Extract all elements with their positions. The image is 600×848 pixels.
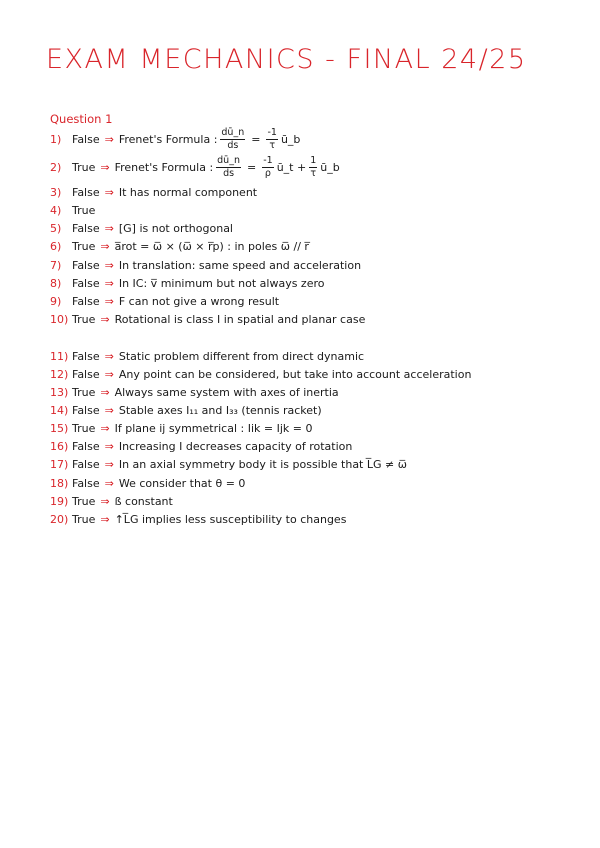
implies-arrow: ⇒ (104, 258, 114, 272)
implies-arrow: ⇒ (104, 294, 114, 308)
answer-verdict: False (72, 258, 100, 272)
answer-verdict: False (72, 457, 100, 471)
answer-row (50, 274, 325, 292)
answer-verdict: False (72, 349, 100, 363)
answer-verdict: True (72, 385, 96, 399)
answer-number: 10) (50, 312, 69, 326)
answer-number: 19) (50, 494, 69, 508)
answer-row (50, 492, 173, 510)
answer-number: 20) (50, 512, 69, 526)
answer-verdict: True (72, 312, 96, 326)
answer-row (50, 219, 233, 237)
answer-number: 11) (50, 349, 69, 363)
fraction-denominator: ds (223, 167, 235, 179)
answer-verdict: False (72, 294, 100, 308)
answer-verdict: False (72, 185, 100, 199)
answer-text: In IC: v̅ minimum but not always zero (118, 276, 325, 290)
answer-row (50, 127, 301, 151)
answer-number: 1) (50, 132, 62, 146)
answer-text: Any point can be considered, but take into account acceleration (118, 367, 472, 381)
formula-fraction (266, 128, 277, 150)
implies-arrow: ⇒ (100, 312, 110, 326)
answer-verdict: True (72, 512, 96, 526)
answer-text: If plane ij symmetrical : Iik = Ijk = 0 (114, 421, 313, 435)
implies-arrow: ⇒ (104, 221, 114, 235)
answer-row (50, 474, 245, 492)
implies-arrow: ⇒ (100, 385, 110, 399)
fraction-numerator: -1 (267, 127, 277, 138)
answer-row (50, 365, 471, 383)
answer-verdict: False (72, 476, 100, 490)
answer-verdict: False (72, 221, 100, 235)
answer-row (50, 455, 407, 473)
equals-sign: = (251, 132, 261, 146)
formula-term: ū_b (320, 160, 340, 174)
answer-row (50, 201, 105, 219)
answer-text: In an axial symmetry body it is possible that L̅G ≠ ω̅ (118, 457, 407, 471)
formula-fraction (309, 156, 317, 178)
fraction-numerator: 1 (310, 155, 317, 166)
formula-term: ū_b (280, 132, 301, 146)
answer-number: 18) (50, 476, 69, 490)
answer-verdict: True (72, 239, 96, 253)
answer-text: ß constant (114, 494, 173, 508)
answer-number: 8) (50, 276, 62, 290)
answer-text: We consider that θ = 0 (118, 476, 246, 490)
answer-text: It has normal component (118, 185, 258, 199)
implies-arrow: ⇒ (100, 239, 110, 253)
fraction-denominator: τ (310, 167, 317, 179)
answer-number: 16) (50, 439, 69, 453)
formula-fraction (216, 156, 241, 178)
answer-row (50, 383, 339, 401)
fraction-numerator: dū_n (221, 127, 245, 138)
answer-row (50, 419, 312, 437)
answer-number: 13) (50, 385, 69, 399)
implies-arrow: ⇒ (100, 512, 110, 526)
answer-text: Always same system with axes of inertia (114, 385, 339, 399)
answer-verdict: False (72, 132, 100, 146)
answer-number: 15) (50, 421, 69, 435)
answer-text: Increasing I decreases capacity of rotation (118, 439, 353, 453)
answer-verdict: False (72, 403, 100, 417)
answer-text: Frenet's Formula : (118, 132, 218, 146)
answer-number: 3) (50, 185, 62, 199)
answer-row (50, 437, 352, 455)
answer-number: 2) (50, 160, 62, 174)
answer-verdict: True (72, 203, 96, 217)
fraction-denominator: τ (269, 139, 276, 151)
answer-number: 6) (50, 239, 62, 253)
section-heading: Question 1 (50, 112, 113, 126)
answer-row (50, 310, 365, 328)
answer-text: Rotational is class I in spatial and planar case (114, 312, 366, 326)
answer-row (50, 237, 309, 255)
equals-sign: = (246, 160, 257, 174)
implies-arrow: ⇒ (104, 349, 114, 363)
answer-text: Frenet's Formula : (114, 160, 214, 174)
implies-arrow: ⇒ (100, 160, 110, 174)
answer-verdict: False (72, 367, 100, 381)
answer-text: a̅rot = ω̅ × (ω̅ × r̅p) : in poles ω̅ // r̅ (114, 239, 309, 253)
answer-row (50, 347, 364, 365)
implies-arrow: ⇒ (104, 457, 114, 471)
answer-row (50, 155, 340, 179)
fraction-denominator: ds (227, 139, 239, 151)
answer-text: Stable axes I₁₁ and I₃₃ (tennis racket) (118, 403, 322, 417)
answer-row (50, 401, 322, 419)
formula-term: ū_t + (276, 160, 307, 174)
answer-verdict: True (72, 494, 96, 508)
fraction-numerator: -1 (263, 155, 273, 166)
implies-arrow: ⇒ (104, 439, 114, 453)
implies-arrow: ⇒ (100, 421, 110, 435)
answer-row (50, 292, 279, 310)
implies-arrow: ⇒ (104, 132, 114, 146)
answer-number: 7) (50, 258, 62, 272)
implies-arrow: ⇒ (104, 476, 114, 490)
answer-verdict: True (72, 421, 96, 435)
answer-verdict: False (72, 276, 100, 290)
answer-text: In translation: same speed and acceleration (118, 258, 362, 272)
implies-arrow: ⇒ (104, 276, 114, 290)
answer-verdict: True (72, 160, 96, 174)
implies-arrow: ⇒ (104, 403, 114, 417)
answer-number: 9) (50, 294, 62, 308)
answer-number: 14) (50, 403, 69, 417)
answer-text: Static problem different from direct dynamic (118, 349, 365, 363)
fraction-denominator: ρ (264, 167, 271, 179)
fraction-numerator: dū_n (217, 155, 240, 166)
formula-fraction (262, 156, 273, 178)
implies-arrow: ⇒ (100, 494, 110, 508)
answer-text: [G] is not orthogonal (118, 221, 233, 235)
answer-row (50, 510, 346, 528)
answer-number: 17) (50, 457, 69, 471)
implies-arrow: ⇒ (104, 367, 114, 381)
answer-number: 5) (50, 221, 62, 235)
answer-number: 12) (50, 367, 69, 381)
answer-text: F can not give a wrong result (118, 294, 280, 308)
answer-text: ↑L̅G implies less susceptibility to changes (114, 512, 347, 526)
answer-row (50, 256, 361, 274)
page-title: EXAM MECHANICS - FINAL 24/25 (46, 44, 527, 75)
answer-number: 4) (50, 203, 62, 217)
answer-verdict: False (72, 439, 100, 453)
formula-fraction (220, 128, 245, 150)
implies-arrow: ⇒ (104, 185, 114, 199)
answer-row (50, 183, 257, 201)
